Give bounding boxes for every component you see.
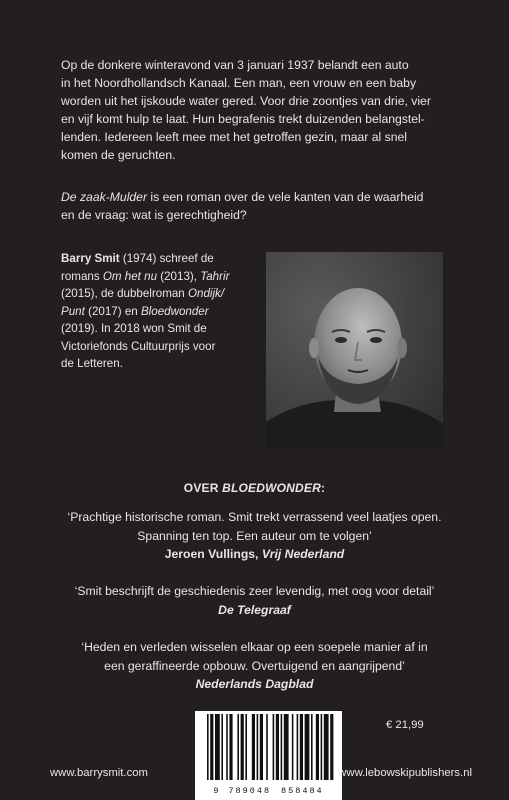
barcode-bar — [207, 714, 209, 780]
review-source-publication: De Telegraaf — [218, 602, 291, 617]
review-source — [218, 603, 291, 617]
blurb-line: worden uit het ijskoude water gered. Voor drie zoontjes van drie, vier — [61, 94, 431, 108]
blurb-line: Op de donkere winteravond van 3 januari 1937 belandt een auto — [61, 58, 409, 72]
barcode-bar — [226, 714, 228, 780]
blurb-text: en de vraag: wat is gerechtigheid? — [61, 208, 247, 222]
bio-book-title: Punt — [61, 304, 85, 318]
bio-book-title: Bloedwonder — [140, 304, 209, 318]
barcode-bar — [241, 714, 244, 780]
blurb-line: en vijf komt hulp te laat. Hun begrafenis trekt duizenden belangstel- — [61, 112, 425, 126]
isbn-group-2: 858484 — [281, 786, 324, 796]
isbn-barcode — [195, 711, 342, 800]
blurb-text: is een roman over de vele kanten van de waarheid — [147, 190, 424, 204]
barcode-bar — [215, 714, 220, 780]
author-photo — [266, 252, 443, 448]
barcode-bar — [311, 714, 313, 780]
reviews-heading-suffix: : — [321, 481, 326, 495]
barcode-bar — [300, 714, 303, 780]
review-quote — [40, 508, 469, 564]
blurb-line: komen de geruchten. — [61, 148, 176, 162]
bio-text: Victoriefonds Cultuurprijs voor — [61, 339, 216, 353]
barcode-bar — [330, 714, 333, 780]
barcode-bar — [273, 714, 275, 780]
barcode-bar — [260, 714, 263, 780]
review-text: ‘Smit beschrijft de geschiedenis zeer levendig, met oog voor detail’ — [74, 584, 435, 598]
publisher-website[interactable]: www.lebowskipublishers.nl — [338, 767, 472, 779]
reviews-heading — [0, 481, 509, 495]
barcode-bar — [221, 714, 223, 780]
barcode-bar — [281, 714, 283, 780]
review-source — [196, 677, 314, 691]
barcode-bar — [284, 714, 289, 780]
barcode-bar — [316, 714, 319, 780]
bio-text: romans — [61, 269, 103, 283]
blurb-paragraph-2 — [61, 188, 451, 224]
author-bio — [61, 250, 246, 373]
author-name: Barry Smit — [61, 252, 120, 265]
review-text: Spanning ten top. Een auteur om te volgen’ — [137, 528, 372, 543]
barcode-bar — [252, 714, 255, 780]
barcode-bar — [305, 714, 310, 780]
bio-text: (1974) schreef de — [119, 252, 214, 265]
review-source-publication: Vrij Nederland — [261, 547, 345, 561]
barcode-bars — [195, 714, 342, 786]
bio-book-title: Tahrir — [200, 269, 230, 283]
author-portrait-illustration — [266, 252, 443, 448]
barcode-bar — [324, 714, 329, 780]
reviews-heading-book: BLOEDWONDER — [222, 481, 321, 495]
barcode-bar — [297, 714, 299, 780]
bio-text: (2019). In 2018 won Smit de — [61, 322, 207, 335]
author-website[interactable]: www.barrysmit.com — [50, 767, 148, 779]
barcode-bar — [237, 714, 239, 780]
isbn-group-1: 789048 — [228, 786, 272, 796]
barcode-bar — [245, 714, 247, 780]
price: € 21,99 — [386, 719, 424, 731]
review-source — [165, 547, 345, 561]
barcode-bar — [210, 714, 213, 780]
barcode-bar — [321, 714, 323, 780]
barcode-bar — [257, 714, 259, 780]
bio-book-title: Ondijk/ — [187, 287, 225, 300]
review-text: ‘Heden en verleden wisselen elkaar op een soepele manier af in — [81, 640, 428, 654]
bio-text: (2017) en — [84, 304, 141, 318]
blurb-paragraph-1 — [61, 56, 451, 164]
bio-text: (2015), de dubbelroman — [61, 287, 188, 300]
barcode-bar — [276, 714, 279, 780]
review-quote — [40, 638, 469, 694]
isbn-first-digit: 9 — [213, 786, 219, 796]
review-text: een geraffineerde opbouw. Overtuigend en aangrijpend’ — [104, 658, 405, 673]
review-source-name: Jeroen Vullings, — [164, 547, 262, 561]
review-quote — [40, 582, 469, 619]
isbn-number — [195, 786, 342, 796]
review-text: ‘Prachtige historische roman. Smit trekt verrassend veel laatjes open. — [67, 510, 442, 524]
barcode-bar — [229, 714, 232, 780]
blurb-line: lenden. Iedereen leeft mee met het getroffen gezin, maar al snel — [61, 130, 407, 144]
barcode-bar — [266, 714, 268, 780]
bio-text: de Letteren. — [61, 357, 123, 370]
reviews-heading-prefix: OVER — [183, 481, 223, 495]
blurb-line: in het Noordhollandsch Kanaal. Een man, een vrouw en een baby — [61, 76, 417, 90]
book-title: De zaak-Mulder — [61, 190, 148, 204]
bio-text: (2013), — [157, 269, 201, 283]
review-source-publication: Nederlands Dagblad — [195, 677, 314, 691]
barcode-bar — [292, 714, 294, 780]
bio-book-title: Om het nu — [102, 269, 158, 283]
